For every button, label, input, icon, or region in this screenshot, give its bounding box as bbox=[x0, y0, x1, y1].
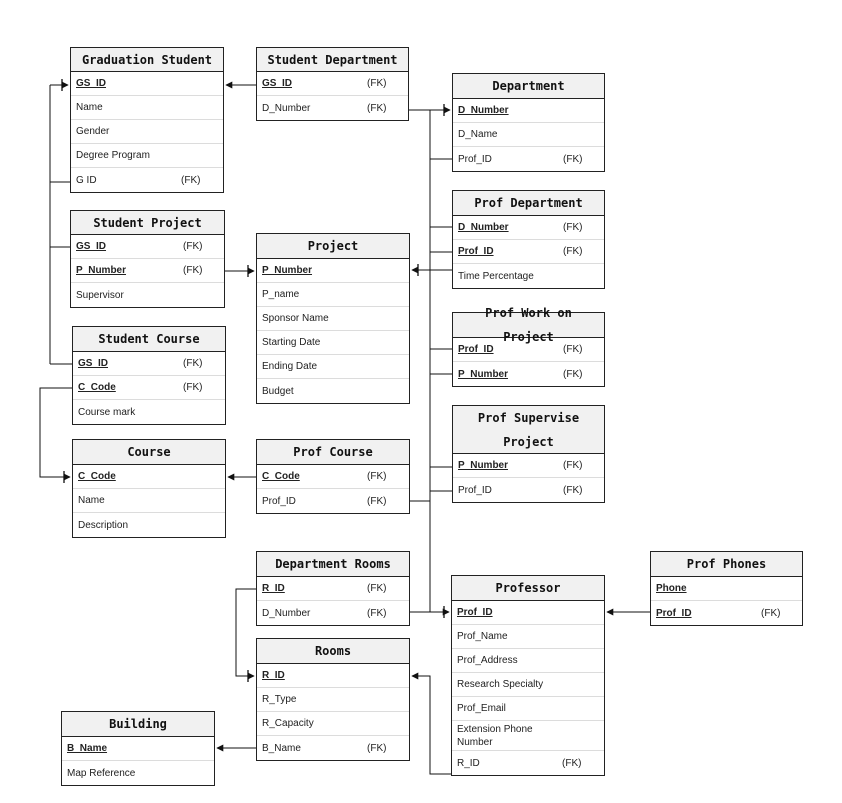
table-profphones bbox=[650, 551, 803, 626]
field-name: Ending Date bbox=[262, 361, 318, 372]
field-row bbox=[71, 168, 223, 192]
key-field-name: P_Number bbox=[458, 460, 509, 471]
table-title: Building bbox=[62, 712, 214, 737]
field-row bbox=[62, 737, 214, 761]
field-row bbox=[257, 307, 409, 331]
field-name: Map Reference bbox=[67, 767, 136, 779]
field-row bbox=[257, 577, 409, 601]
field-name: Prof_Name bbox=[457, 631, 508, 642]
foreign-key-marker: (FK) bbox=[563, 344, 583, 355]
field-row bbox=[257, 331, 409, 355]
field-name: Starting Date bbox=[262, 337, 321, 348]
field-name: P_name bbox=[262, 289, 300, 300]
field-name: Prof_ID bbox=[262, 495, 296, 507]
field-row bbox=[71, 259, 224, 283]
table-building bbox=[61, 711, 215, 786]
key-field-name: Prof_ID bbox=[458, 246, 494, 257]
foreign-key-marker: (FK) bbox=[183, 241, 203, 252]
table-professor bbox=[451, 575, 605, 776]
field-row bbox=[73, 376, 225, 400]
field-row bbox=[453, 240, 604, 264]
key-field-name: Phone bbox=[656, 583, 687, 594]
table-title: Prof Phones bbox=[651, 552, 802, 577]
field-name: R_Capacity bbox=[262, 718, 314, 729]
key-field-name: C_Code bbox=[78, 471, 116, 482]
field-row bbox=[71, 144, 223, 168]
field-row bbox=[73, 513, 225, 537]
table-title: Graduation Student bbox=[71, 48, 223, 72]
key-field-name: GS_ID bbox=[78, 358, 109, 369]
foreign-key-marker: (FK) bbox=[183, 358, 203, 369]
field-name: Research Specialty bbox=[457, 679, 544, 690]
field-row bbox=[257, 489, 409, 513]
field-row bbox=[651, 601, 802, 625]
foreign-key-marker: (FK) bbox=[563, 460, 583, 471]
field-name: Extension Phone Number bbox=[457, 723, 533, 748]
field-row bbox=[257, 355, 409, 379]
field-row bbox=[73, 352, 225, 376]
key-field-name: C_Code bbox=[78, 382, 116, 393]
key-field-name: D_Number bbox=[458, 222, 509, 233]
connector-studcourse-course bbox=[40, 388, 72, 477]
foreign-key-marker: (FK) bbox=[761, 607, 781, 619]
field-row bbox=[452, 625, 604, 649]
foreign-key-marker: (FK) bbox=[367, 583, 387, 594]
foreign-key-marker: (FK) bbox=[183, 382, 203, 393]
field-row bbox=[71, 120, 223, 144]
field-row bbox=[257, 664, 409, 688]
foreign-key-marker: (FK) bbox=[563, 153, 583, 165]
table-title: Prof Department bbox=[453, 191, 604, 216]
field-name: R_ID bbox=[457, 757, 480, 769]
table-title: Student Course bbox=[73, 327, 225, 352]
table-project bbox=[256, 233, 410, 404]
table-studproj bbox=[70, 210, 225, 308]
field-row bbox=[453, 264, 604, 288]
field-name: Description bbox=[78, 519, 129, 531]
table-rooms bbox=[256, 638, 410, 761]
field-row bbox=[651, 577, 802, 601]
field-row bbox=[452, 649, 604, 673]
field-name: Prof_ID bbox=[458, 153, 492, 165]
table-title: Prof Supervise Project bbox=[453, 406, 604, 454]
field-row bbox=[453, 99, 604, 123]
field-row bbox=[257, 601, 409, 625]
field-name: D_Number bbox=[262, 102, 311, 114]
field-name: Supervisor bbox=[76, 289, 124, 301]
field-name: Prof_Email bbox=[457, 703, 506, 714]
table-dept bbox=[452, 73, 605, 172]
foreign-key-marker: (FK) bbox=[367, 78, 387, 89]
key-field-name: P_Number bbox=[458, 368, 509, 380]
field-row bbox=[62, 761, 214, 785]
field-row bbox=[257, 688, 409, 712]
field-row bbox=[257, 736, 409, 760]
field-row bbox=[71, 72, 223, 96]
field-name: R_Type bbox=[262, 694, 297, 705]
field-name: Gender bbox=[76, 126, 110, 137]
table-profsup bbox=[452, 405, 605, 503]
field-row bbox=[257, 465, 409, 489]
field-row bbox=[453, 362, 604, 386]
field-row bbox=[71, 235, 224, 259]
field-name: D_Number bbox=[262, 607, 311, 619]
key-field-name: GS_ID bbox=[262, 78, 293, 89]
field-name: G ID bbox=[76, 174, 97, 186]
field-row bbox=[257, 72, 408, 96]
connector-professor-rooms bbox=[412, 676, 451, 774]
field-name: Prof_ID bbox=[458, 484, 492, 496]
key-field-name: GS_ID bbox=[76, 78, 107, 89]
table-course bbox=[72, 439, 226, 538]
foreign-key-marker: (FK) bbox=[367, 607, 387, 619]
foreign-key-marker: (FK) bbox=[367, 742, 387, 754]
field-row bbox=[452, 601, 604, 625]
field-row bbox=[73, 465, 225, 489]
key-field-name: D_Number bbox=[458, 105, 509, 116]
table-title: Student Project bbox=[71, 211, 224, 235]
key-field-name: Prof_ID bbox=[656, 607, 692, 619]
field-name: Sponsor Name bbox=[262, 313, 329, 324]
field-row bbox=[452, 697, 604, 721]
table-deptrooms bbox=[256, 551, 410, 626]
table-title: Department Rooms bbox=[257, 552, 409, 577]
key-field-name: C_Code bbox=[262, 471, 300, 482]
table-title: Prof Work on Project bbox=[453, 313, 604, 338]
field-row bbox=[452, 673, 604, 697]
key-field-name: GS_ID bbox=[76, 241, 107, 252]
foreign-key-marker: (FK) bbox=[563, 246, 583, 257]
field-row bbox=[453, 147, 604, 171]
field-row bbox=[453, 338, 604, 362]
foreign-key-marker: (FK) bbox=[367, 495, 387, 507]
foreign-key-marker: (FK) bbox=[563, 484, 583, 496]
foreign-key-marker: (FK) bbox=[181, 174, 201, 186]
field-row bbox=[453, 216, 604, 240]
table-grad bbox=[70, 47, 224, 193]
key-field-name: B_Name bbox=[67, 743, 108, 754]
foreign-key-marker: (FK) bbox=[563, 368, 583, 380]
field-name: Name bbox=[76, 102, 103, 113]
field-name: Name bbox=[78, 495, 105, 506]
table-title: Course bbox=[73, 440, 225, 465]
field-row bbox=[452, 721, 604, 751]
table-title: Department bbox=[453, 74, 604, 99]
field-row bbox=[453, 454, 604, 478]
field-row bbox=[73, 400, 225, 424]
table-profcourse bbox=[256, 439, 410, 514]
table-studdept bbox=[256, 47, 409, 121]
foreign-key-marker: (FK) bbox=[367, 471, 387, 482]
field-row bbox=[257, 259, 409, 283]
field-name: D_Name bbox=[458, 129, 498, 140]
table-title: Professor bbox=[452, 576, 604, 601]
field-row bbox=[453, 123, 604, 147]
field-name: B_Name bbox=[262, 742, 301, 754]
key-field-name: R_ID bbox=[262, 670, 285, 681]
field-row bbox=[71, 96, 223, 120]
foreign-key-marker: (FK) bbox=[367, 102, 387, 114]
table-profwork bbox=[452, 306, 605, 387]
foreign-key-marker: (FK) bbox=[562, 757, 582, 769]
field-row bbox=[452, 751, 604, 775]
field-row bbox=[257, 96, 408, 120]
foreign-key-marker: (FK) bbox=[563, 222, 583, 233]
field-name: Course mark bbox=[78, 406, 136, 418]
connector-deptrooms-rooms bbox=[236, 589, 256, 676]
key-field-name: Prof_ID bbox=[457, 607, 493, 618]
key-field-name: Prof_ID bbox=[458, 344, 494, 355]
key-field-name: P_Number bbox=[76, 265, 127, 276]
field-name: Time Percentage bbox=[458, 270, 534, 282]
field-name: Budget bbox=[262, 385, 294, 397]
field-row bbox=[71, 283, 224, 307]
table-title: Project bbox=[257, 234, 409, 259]
field-row bbox=[257, 379, 409, 403]
field-name: Degree Program bbox=[76, 150, 150, 161]
table-title: Prof Course bbox=[257, 440, 409, 465]
foreign-key-marker: (FK) bbox=[183, 265, 203, 276]
field-name: Prof_Address bbox=[457, 655, 518, 666]
field-row bbox=[453, 478, 604, 502]
key-field-name: P_Number bbox=[262, 265, 313, 276]
table-title: Student Department bbox=[257, 48, 408, 72]
table-studcourse bbox=[72, 326, 226, 425]
key-field-name: R_ID bbox=[262, 583, 285, 594]
field-row bbox=[257, 712, 409, 736]
field-row bbox=[73, 489, 225, 513]
field-row bbox=[257, 283, 409, 307]
table-profdept bbox=[452, 190, 605, 289]
table-title: Rooms bbox=[257, 639, 409, 664]
